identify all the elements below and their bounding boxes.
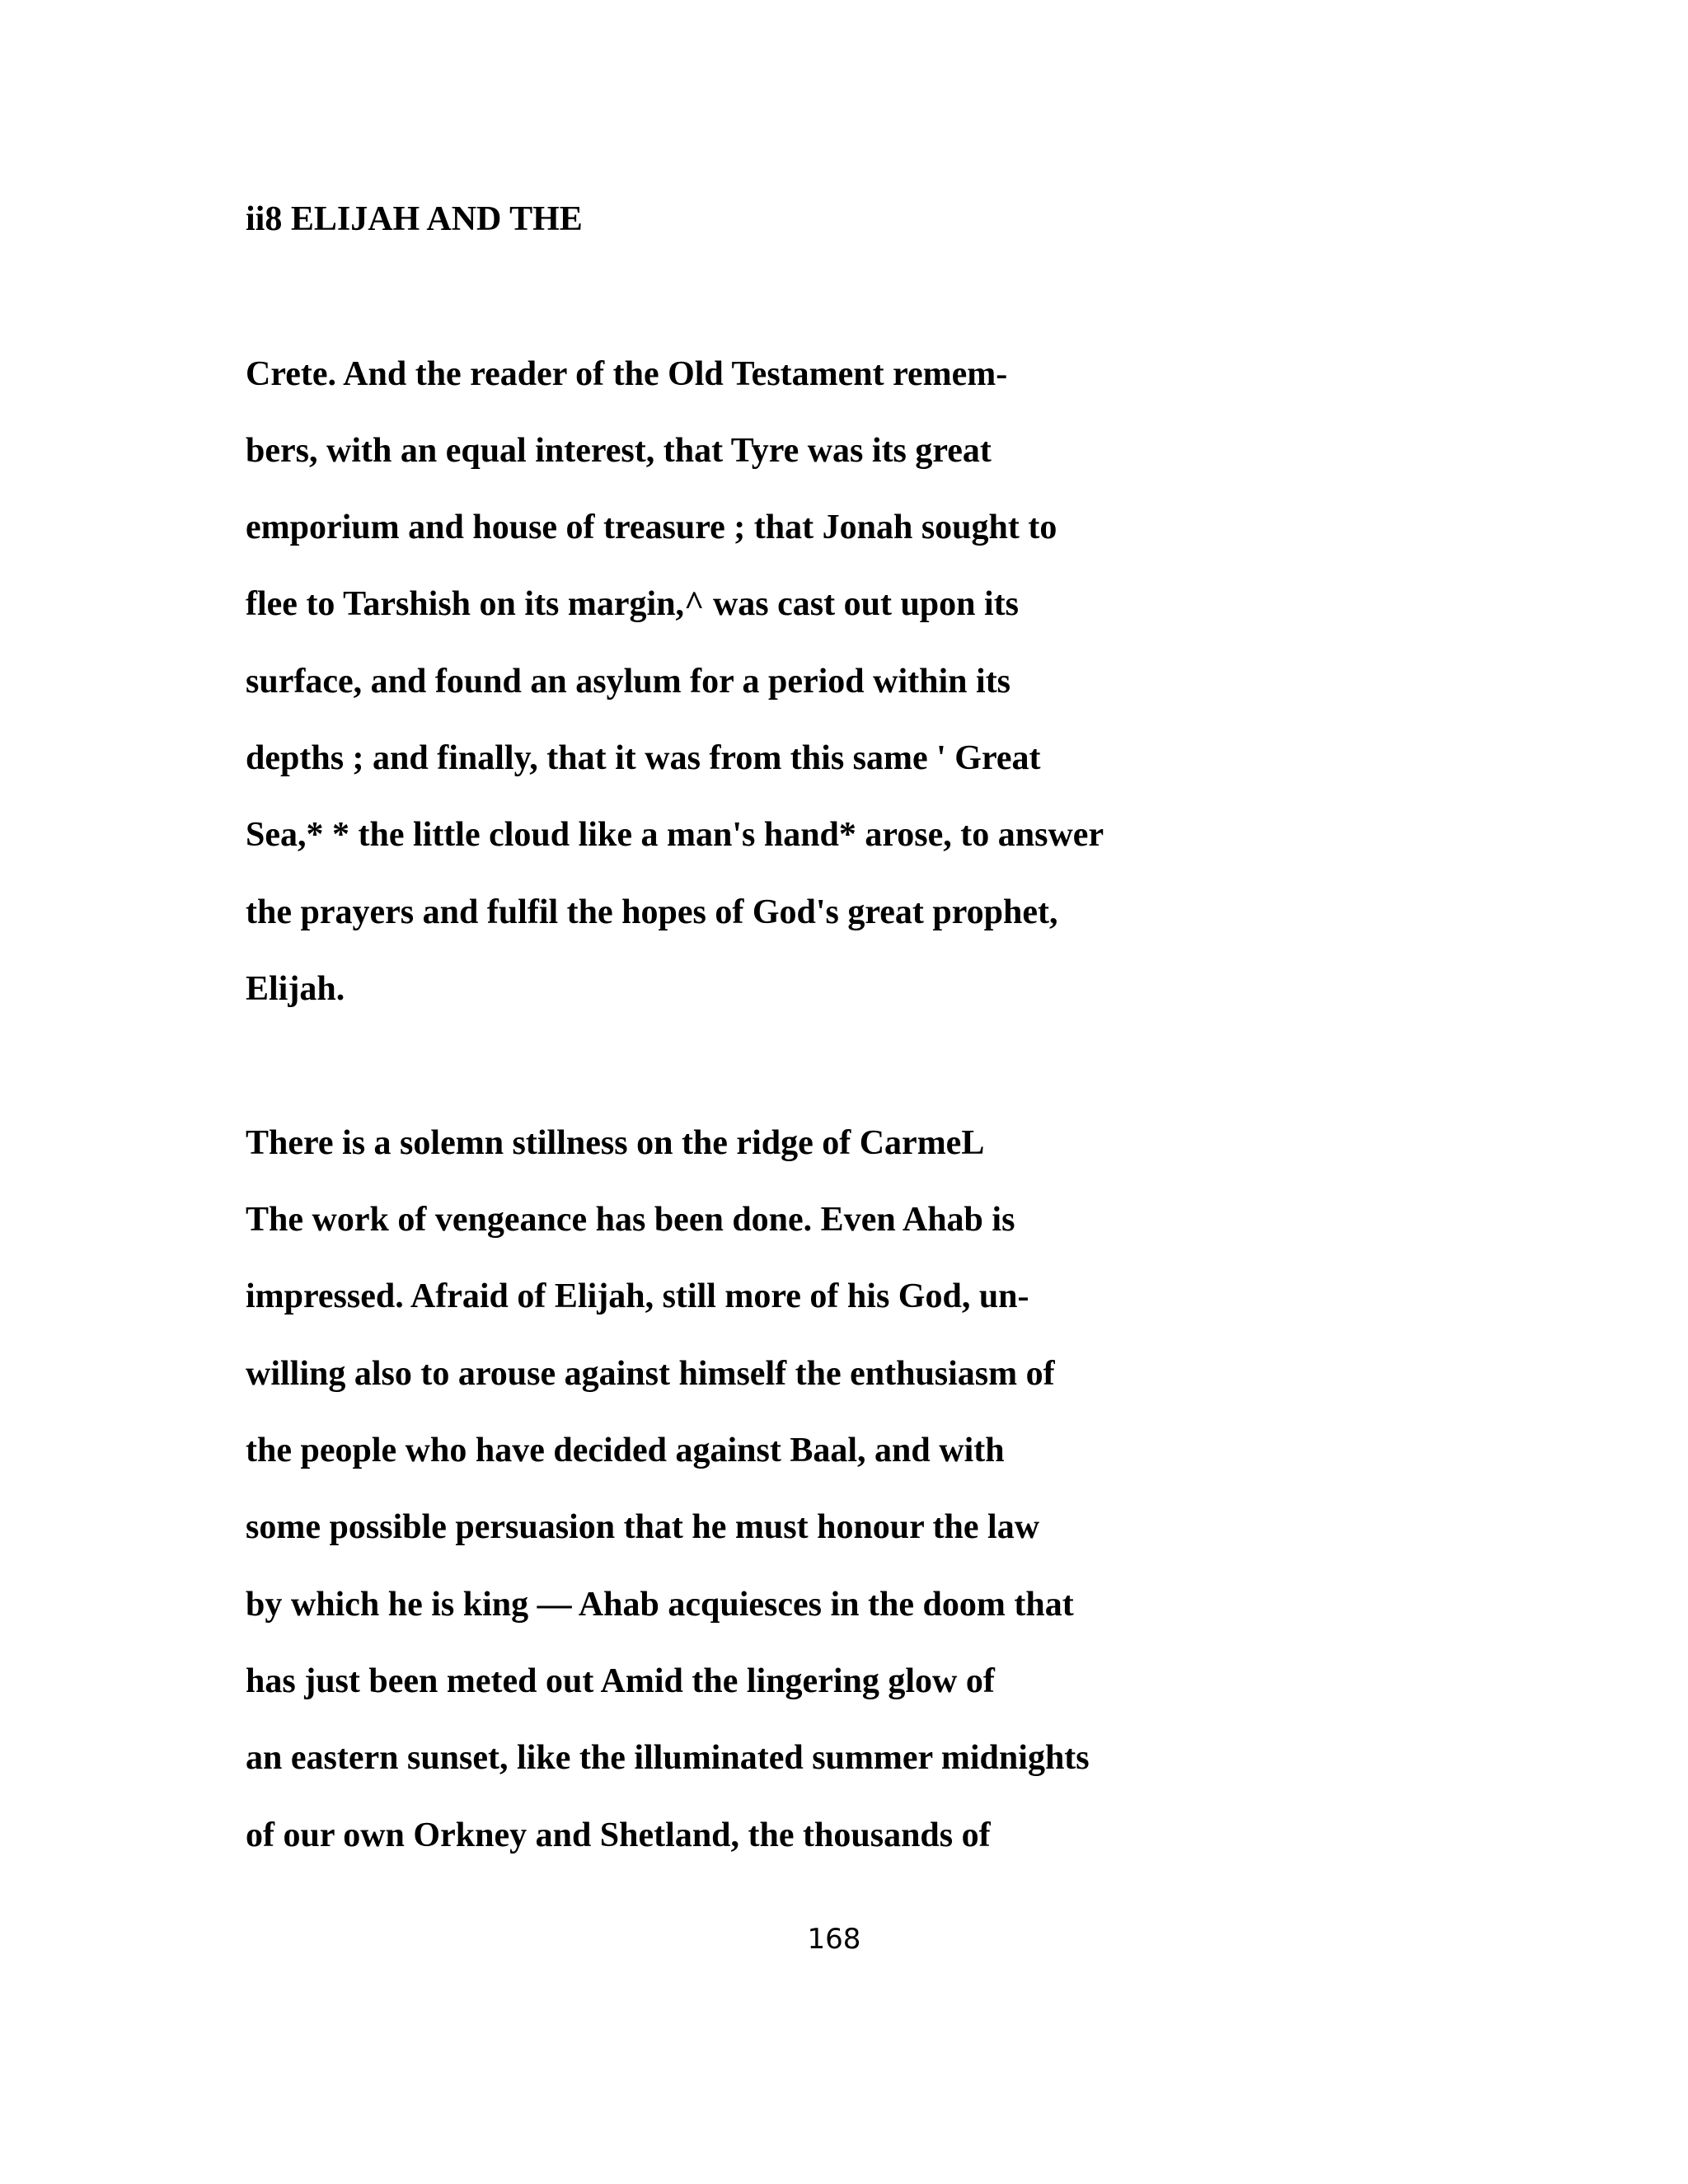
text-line: emporium and house of treasure ; that Jonah sought to <box>246 509 1057 546</box>
text-line: Crete. And the reader of the Old Testament remem- <box>246 355 1008 393</box>
text-line: has just been meted out Amid the lingering glow of <box>246 1662 995 1700</box>
text-line: bers, with an equal interest, that Tyre was its great <box>246 432 992 470</box>
running-head: ii8 ELIJAH AND THE <box>246 200 583 238</box>
text-line: impressed. Afraid of Elijah, still more of his God, un- <box>246 1277 1029 1315</box>
text-line: some possible persuasion that he must honour the law <box>246 1508 1040 1546</box>
text-line: by which he is king — Ahab acquiesces in the doom that <box>246 1586 1074 1624</box>
text-line: depths ; and finally, that it was from this same ' Great <box>246 739 1041 777</box>
text-line: flee to Tarshish on its margin,^ was cast out upon its <box>246 585 1020 623</box>
text-line: the prayers and fulfil the hopes of God's great prophet, <box>246 893 1058 931</box>
text-line: of our own Orkney and Shetland, the thousands of <box>246 1816 991 1854</box>
text-line: willing also to arouse against himself the enthusiasm of <box>246 1355 1055 1393</box>
text-line: There is a solemn stillness on the ridge of CarmeL <box>246 1124 985 1162</box>
text-line: Elijah. <box>246 970 345 1008</box>
text-line: an eastern sunset, like the illuminated summer midnights <box>246 1739 1090 1777</box>
text-line: The work of vengeance has been done. Even Ahab is <box>246 1201 1015 1239</box>
text-line: the people who have decided against Baal, and with <box>246 1432 1005 1469</box>
text-line: surface, and found an asylum for a period within its <box>246 663 1011 701</box>
page-number: 168 <box>807 1923 861 1956</box>
text-line: Sea,* * the little cloud like a man's hand* arose, to answer <box>246 816 1104 854</box>
